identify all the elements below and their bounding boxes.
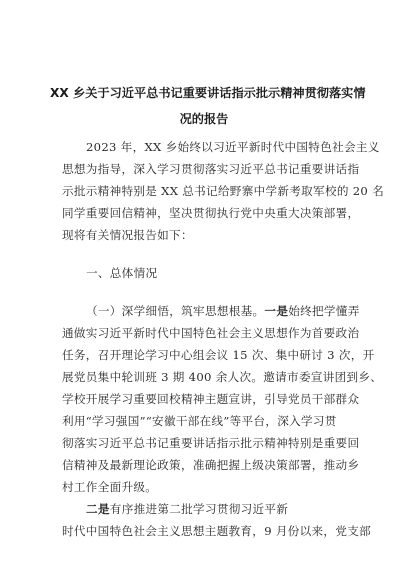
title-line-1: XX 乡关于习近平总书记重要讲话指示批示精神贯彻落实情 xyxy=(50,86,366,100)
intro-line: 现将有关情况报告如下： xyxy=(62,228,193,242)
para-text: 有序推进第二批学习贯彻习近平新 xyxy=(109,502,289,516)
intro-line: 思想为指导，深入学习贯彻落实习近平总书记重要讲话指 xyxy=(62,162,360,176)
para-bold-marker: 一是 xyxy=(264,304,289,318)
paragraph-line: 通做实习近平新时代中国特色社会主义思想作为首要政治 xyxy=(62,326,360,340)
paragraph-line: 学校开展学习重要回校精神主题宣讲，引导党员干部群众 xyxy=(62,392,360,406)
paragraph-line: 任务，召开理论学习中心组会议 15 次、集中研讨 3 次，开 xyxy=(62,348,375,362)
para-text: 始终把学懂弄 xyxy=(288,304,360,318)
report-title xyxy=(50,80,366,132)
para-lead: （一）深学细悟，筑牢思想根基。 xyxy=(86,304,265,318)
intro-line: 2023 年，XX 乡始终以习近平新时代中国特色社会主义 xyxy=(86,140,380,154)
section-heading: 一、总体情况 xyxy=(86,266,158,280)
paragraph-line xyxy=(86,502,348,516)
paragraph-line: 利用“学习强国”“安徽干部在线”等平台，深入学习贯 xyxy=(62,414,337,428)
intro-line: 示批示精神特别是 XX 总书记给野寨中学新考取军校的 20 名 xyxy=(62,184,384,198)
title-line-2: 况的报告 xyxy=(179,112,229,126)
paragraph-line xyxy=(86,304,360,318)
paragraph-line: 村工作全面升级。 xyxy=(62,480,158,494)
paragraph-line: 时代中国特色社会主义思想主题教育，9 月份以来，党支部 xyxy=(62,524,372,538)
para-bold-marker: 二是 xyxy=(86,502,110,516)
paragraph-line: 展党员集中轮训班 3 期 400 余人次。邀请市委宣讲团到乡、 xyxy=(62,370,383,384)
intro-line: 同学重要回信精神，坚决贯彻执行党中央重大决策部署， xyxy=(62,206,360,220)
paragraph-line: 信精神及最新理论政策，准确把握上级决策部署，推动乡 xyxy=(62,458,360,472)
paragraph-line: 彻落实习近平总书记重要讲话指示批示精神特别是重要回 xyxy=(62,436,360,450)
